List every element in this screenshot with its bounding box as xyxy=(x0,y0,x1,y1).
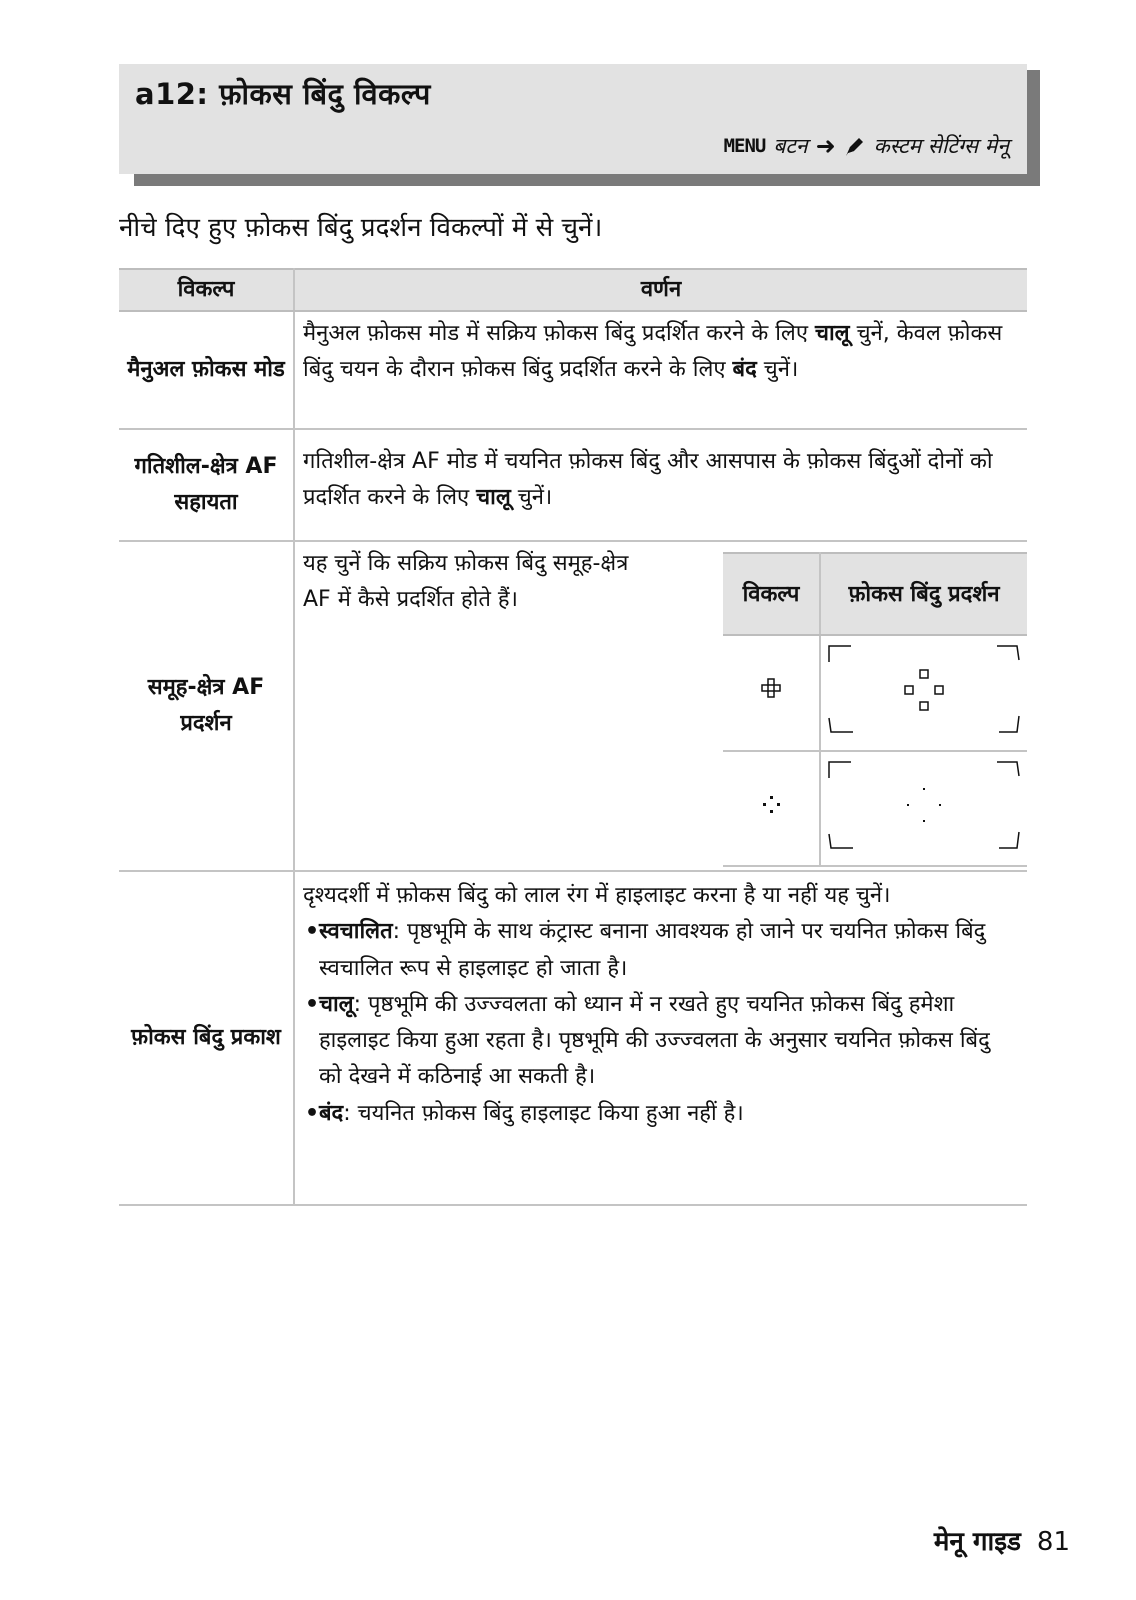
sub-table-row xyxy=(723,751,1027,867)
arrow-icon: ➜ xyxy=(815,132,836,160)
page-number: 81 xyxy=(1036,1527,1070,1557)
option-name: मैनुअल फ़ोकस मोड xyxy=(119,311,294,429)
description-text: चुनें। xyxy=(510,485,553,511)
bullet-text: : पृष्ठभूमि की उज्ज्वलता को ध्यान में न रखते हुए चयनित फ़ोकस बिंदु हमेशा हाइलाइट किया हुआ रहता है। पृष्ठभूमि की उज्ज्वलता के अनुसार चयनित फ़ोकस बिंदु को देखने में कठिनाई आ सकती है। xyxy=(319,991,990,1090)
description-text: यह चुनें कि सक्रिय फ़ोकस बिंदु समूह-क्षेत्र AF में कैसे प्रदर्शित होते हैं। xyxy=(303,551,629,613)
bullet-list xyxy=(303,914,1019,1132)
table-row xyxy=(119,541,1027,871)
options-table xyxy=(119,268,1027,1206)
sub-table-row xyxy=(723,635,1027,751)
button-word: बटन xyxy=(773,134,808,158)
table-row xyxy=(119,871,1027,1205)
description-text: गतिशील-क्षेत्र AF मोड में चयनित फ़ोकस बिंदु और आसपास के फ़ोकस बिंदुओं दोनों को प्रदर्शित करने के लिए xyxy=(303,449,993,511)
display-options-table xyxy=(723,552,1027,867)
sub-header-option: विकल्प xyxy=(723,553,820,635)
list-item xyxy=(303,914,1019,987)
menu-key-label: MENU xyxy=(723,135,766,157)
option-description xyxy=(294,871,1027,1205)
table-row xyxy=(119,311,1027,429)
option-name: समूह-क्षेत्र AF प्रदर्शन xyxy=(119,541,294,871)
bullet-text: : चयनित फ़ोकस बिंदु हाइलाइट किया हुआ नहीं है। xyxy=(343,1100,744,1126)
squares-cluster-icon xyxy=(759,676,783,700)
page-footer xyxy=(934,1522,1070,1558)
setting-on-term: चालू xyxy=(815,321,850,346)
pencil-icon xyxy=(844,135,866,157)
sub-header-display: फ़ोकस बिंदु प्रदर्शन xyxy=(820,553,1027,635)
page-title: a12: फ़ोकस बिंदु विकल्प xyxy=(135,77,431,111)
option-description xyxy=(294,541,1027,871)
intro-text: नीचे दिए हुए फ़ोकस बिंदु प्रदर्शन विकल्पों में से चुनें। xyxy=(119,213,603,243)
section-header xyxy=(119,64,1027,174)
setting-on-term: चालू xyxy=(476,485,511,511)
bullet-term: स्वचालित xyxy=(319,919,393,945)
bullet-term: बंद xyxy=(319,1100,344,1126)
option-description xyxy=(294,429,1027,541)
dots-cluster-icon xyxy=(759,792,783,816)
description-text: मैनुअल फ़ोकस मोड में सक्रिय फ़ोकस बिंदु प्रदर्शित करने के लिए xyxy=(303,321,815,346)
option-name: गतिशील-क्षेत्र AF सहायता xyxy=(119,429,294,541)
list-item xyxy=(303,987,1019,1096)
setting-off-term: बंद xyxy=(732,357,757,383)
description-text: दृश्यदर्शी में फ़ोकस बिंदु को लाल रंग में हाइलाइट करना है या नहीं यह चुनें। xyxy=(303,883,891,908)
bullet-term: चालू xyxy=(319,991,354,1017)
table-row xyxy=(119,429,1027,541)
menu-path xyxy=(724,132,1009,160)
outline-squares-display xyxy=(821,636,1027,740)
list-item xyxy=(303,1096,1019,1132)
description-text: चुनें, केवल फ़ोकस बिंदु चयन के दौरान फ़ोकस बिंदु प्रदर्शित करने के लिए xyxy=(303,321,1003,383)
option-description xyxy=(294,311,1027,429)
description-text: चुनें। xyxy=(756,357,799,383)
option-name: फ़ोकस बिंदु प्रकाश xyxy=(119,871,294,1205)
column-header-description: वर्णन xyxy=(294,269,1027,311)
footer-section-title: मेनू गाइड xyxy=(933,1527,1021,1557)
menu-name: कस्टम सेटिंग्स मेनू xyxy=(873,134,1009,158)
dots-display xyxy=(821,752,1027,856)
column-header-option: विकल्प xyxy=(119,269,294,311)
bullet-text: : पृष्ठभूमि के साथ कंट्रास्ट बनाना आवश्यक हो जाने पर चयनित फ़ोकस बिंदु स्वचालित रूप से हाइलाइट हो जाता है। xyxy=(319,919,986,981)
